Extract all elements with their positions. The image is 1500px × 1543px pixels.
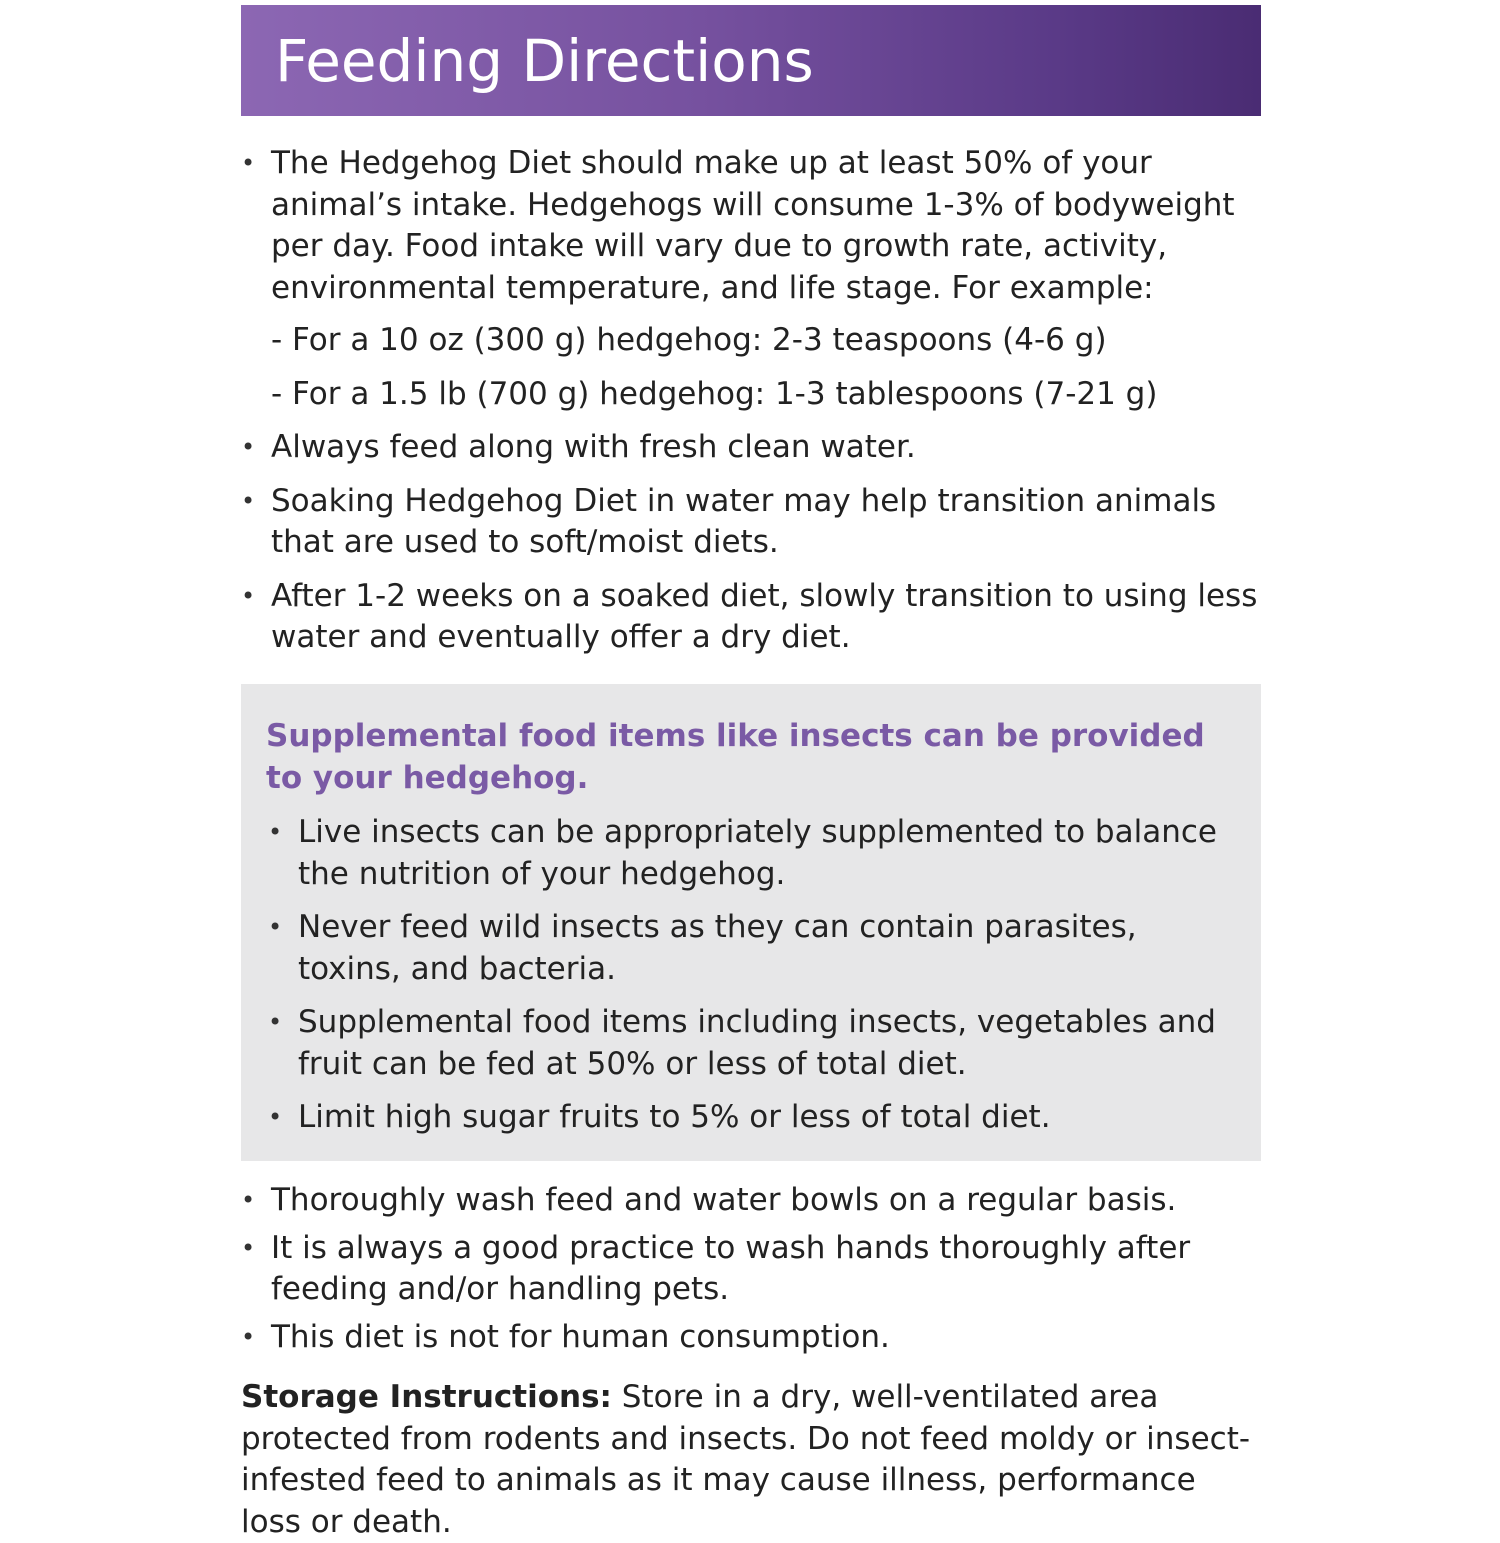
list-item [268,1002,1228,1085]
bullet-icon: • [241,1322,256,1351]
example-line: - For a 1.5 lb (700 g) hedgehog: 1-3 tablespoons (7-21 g) [271,375,1158,412]
list-item [241,1180,1281,1222]
bullet-icon: • [268,1103,283,1131]
list-item-text: It is always a good practice to wash hands thoroughly after feeding and/or handling pets. [271,1229,1191,1307]
list-item-text: Limit high sugar fruits to 5% or less of total diet. [298,1099,1051,1135]
storage-text: Store in a dry, well-ventilated area protected from rodents and insects. Do not feed moldy or insect-infested feed to animals as it may cause illness, performance loss or death. [241,1379,1251,1540]
supplemental-list [268,812,1228,1151]
list-item-text: Never feed wild insects as they can contain parasites, toxins, and bacteria. [298,909,1137,987]
bullet-icon: • [268,913,283,941]
list-item [241,1228,1281,1311]
list-item [268,1097,1228,1139]
list-item-text: Always feed along with fresh clean water. [271,429,916,465]
supplemental-title: Supplemental food items like insects can be provided to your hedgehog. [266,718,1205,796]
list-item [241,427,1281,469]
bullet-icon: • [268,1008,283,1036]
header-banner [241,5,1261,116]
bullet-icon: • [241,581,256,610]
bullet-icon: • [241,433,256,461]
list-item-text: This diet is not for human consumption. [271,1318,890,1355]
hygiene-list [241,1180,1281,1358]
storage-label: Storage Instructions: [241,1379,612,1415]
list-item-text: The Hedgehog Diet should make up at least 50% of your animal’s intake. Hedgehogs will consume 1-3% of bodyweight per day. Food intake will vary due to growth rate, activity, environmental temperature, and life stage. For example: [271,145,1235,306]
list-item [241,143,1281,309]
example-line: - For a 10 oz (300 g) hedgehog: 2-3 teaspoons (4-6 g) [271,322,1107,358]
bullet-icon: • [268,818,283,846]
bullet-icon: • [241,1186,256,1214]
bullet-icon: • [241,486,256,515]
list-item-text: Thoroughly wash feed and water bowls on a regular basis. [271,1182,1177,1218]
hygiene-section [241,1180,1281,1364]
list-item [241,576,1281,659]
bullet-icon: • [241,1233,256,1262]
list-item-text: Supplemental food items including insects, vegetables and fruit can be fed at 50% or less of total diet. [298,1004,1216,1082]
list-item [268,812,1228,895]
directions-list [241,143,1281,309]
list-item-text: After 1-2 weeks on a soaked diet, slowly transition to using less water and eventually offer a dry diet. [271,577,1258,655]
page-title: Feeding Directions [275,27,814,95]
list-item [241,481,1281,564]
bullet-icon: • [241,149,256,177]
directions-section [241,143,1281,671]
directions-list-continued [241,427,1281,659]
supplemental-box [241,684,1261,1161]
storage-instructions [241,1377,1261,1543]
list-item [241,1317,1281,1359]
list-item-text: Soaking Hedgehog Diet in water may help transition animals that are used to soft/moist diets. [271,482,1217,560]
list-item [268,907,1228,990]
list-item-text: Live insects can be appropriately supplemented to balance the nutrition of your hedgehog. [298,814,1217,892]
